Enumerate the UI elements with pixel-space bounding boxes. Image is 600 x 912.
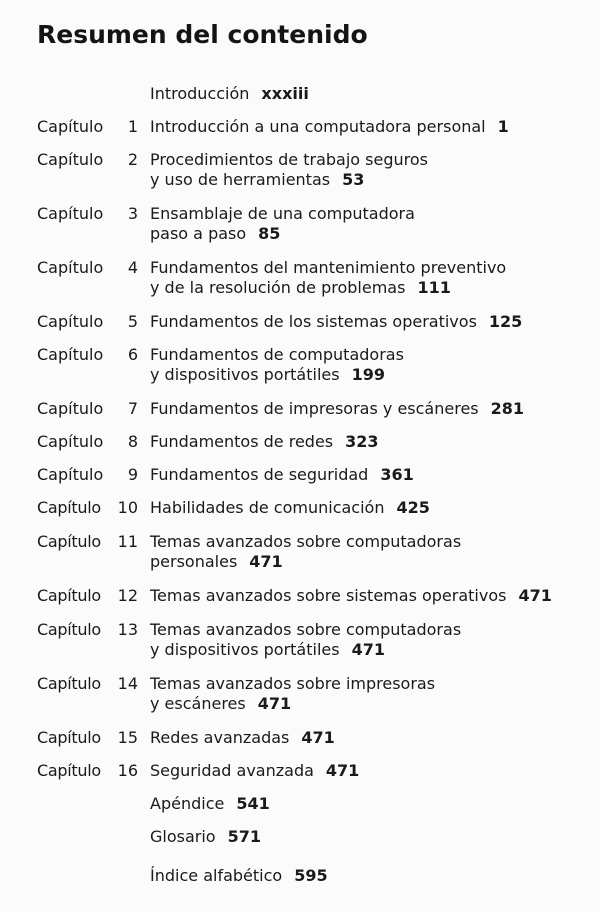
- chapter-number: 10: [117, 498, 138, 517]
- entry-title-text: Introducción a una computadora personal: [150, 117, 486, 136]
- page-number: 281: [490, 399, 525, 418]
- entry-title-text: Redes avanzadas: [150, 728, 290, 747]
- entry-title-text: Introducción: [150, 84, 250, 103]
- chapter-label: Capítulo: [37, 620, 101, 639]
- page-number: 125: [488, 312, 523, 331]
- chapter-label: Capítulo: [37, 465, 104, 484]
- entry-title-line: [150, 866, 598, 886]
- chapter-number: 15: [117, 728, 138, 747]
- entry-title-text: y dispositivos portátiles: [150, 365, 340, 384]
- page-number: 85: [258, 224, 281, 243]
- entry-title-text: Temas avanzados sobre computadoras: [150, 532, 462, 551]
- entry-title-line: [150, 761, 598, 781]
- chapter-number: 1: [127, 117, 138, 136]
- entry-title: [150, 827, 598, 847]
- page-number: 323: [345, 432, 379, 451]
- chapter-label: Capítulo: [37, 150, 104, 169]
- entry-title-line: [150, 728, 598, 748]
- entry-title-text: Seguridad avanzada: [150, 761, 314, 780]
- chapter-label: Capítulo: [37, 532, 101, 551]
- entry-title-line: [150, 640, 598, 660]
- entry-title-text: y uso de herramientas: [150, 170, 331, 189]
- entry-title-line: [150, 794, 598, 814]
- entry-title-line: [150, 586, 598, 606]
- page-number: 471: [325, 761, 360, 780]
- page-number: 111: [417, 278, 451, 297]
- chapter-label: Capítulo: [37, 586, 101, 605]
- chapter-label: Capítulo: [37, 399, 104, 418]
- entry-title-text: Temas avanzados sobre sistemas operativos: [150, 586, 507, 605]
- entry-title-text: Fundamentos de los sistemas operativos: [150, 312, 477, 331]
- entry-title: [150, 465, 598, 485]
- entry-title-line: [150, 498, 598, 518]
- entry-title-text: paso a paso: [150, 224, 247, 243]
- chapter-label: Capítulo: [37, 498, 101, 517]
- chapter-number: 3: [127, 204, 138, 223]
- page-number: 595: [294, 866, 328, 885]
- entry-title: [150, 204, 598, 244]
- entry-title: [150, 794, 598, 814]
- entry-title-line: [150, 399, 598, 419]
- entry-title-text: Fundamentos de computadoras: [150, 345, 404, 364]
- entry-title-line: [150, 694, 598, 714]
- chapter-label: Capítulo: [37, 117, 104, 136]
- entry-title-text: Fundamentos de redes: [150, 432, 334, 451]
- entry-title-text: Ensamblaje de una computadora: [150, 204, 415, 223]
- page-number: 199: [351, 365, 385, 384]
- entry-title-text: personales: [150, 552, 238, 571]
- entry-title-text: Apéndice: [150, 794, 225, 813]
- chapter-number: 12: [117, 586, 138, 605]
- chapter-number: 9: [127, 465, 138, 484]
- page-number: 53: [342, 170, 365, 189]
- entry-title: [150, 432, 598, 452]
- entry-title-line: [150, 674, 598, 694]
- entry-title-text: Temas avanzados sobre computadoras: [150, 620, 462, 639]
- entry-title-line: [150, 365, 598, 385]
- entry-title: [150, 728, 598, 748]
- chapter-number: 5: [127, 312, 138, 331]
- page-number: 471: [249, 552, 283, 571]
- entry-title-line: [150, 827, 598, 847]
- chapter-number: 13: [117, 620, 138, 639]
- entry-title-line: [150, 278, 598, 298]
- entry-title-line: [150, 312, 598, 332]
- page-title: Resumen del contenido: [37, 20, 368, 49]
- entry-title: [150, 312, 598, 332]
- chapter-number: 7: [127, 399, 138, 418]
- entry-title-text: y escáneres: [150, 694, 246, 713]
- page-number: 425: [396, 498, 430, 517]
- page-number: 471: [518, 586, 552, 605]
- chapter-number: 8: [127, 432, 138, 451]
- entry-title: [150, 498, 598, 518]
- entry-title: [150, 258, 598, 298]
- entry-title-line: [150, 432, 598, 452]
- entry-title-line: [150, 170, 598, 190]
- entry-title-text: Fundamentos de seguridad: [150, 465, 369, 484]
- chapter-label: Capítulo: [37, 258, 104, 277]
- entry-title-line: [150, 345, 598, 365]
- page-number: 471: [301, 728, 335, 747]
- page-number: 471: [257, 694, 292, 713]
- entry-title-line: [150, 465, 598, 485]
- entry-title: [150, 532, 598, 572]
- entry-title-text: y dispositivos portátiles: [150, 640, 340, 659]
- chapter-number: 4: [127, 258, 138, 277]
- entry-title-text: y de la resolución de problemas: [150, 278, 406, 297]
- entry-title-line: [150, 224, 598, 244]
- entry-title-text: Habilidades de comunicación: [150, 498, 385, 517]
- chapter-label: Capítulo: [37, 761, 101, 780]
- entry-title: [150, 761, 598, 781]
- entry-title-line: [150, 620, 598, 640]
- entry-title: [150, 150, 598, 190]
- page-number: xxxiii: [261, 84, 309, 103]
- chapter-number: 16: [117, 761, 138, 780]
- chapter-label: Capítulo: [37, 674, 101, 693]
- entry-title-text: Fundamentos del mantenimiento preventivo: [150, 258, 507, 277]
- entry-title-text: Índice alfabético: [150, 866, 283, 885]
- page-number: 541: [236, 794, 270, 813]
- entry-title-line: [150, 204, 598, 224]
- entry-title: [150, 117, 598, 137]
- page-number: 361: [380, 465, 414, 484]
- entry-title: [150, 620, 598, 660]
- chapter-number: 11: [117, 532, 138, 551]
- chapter-label: Capítulo: [37, 204, 104, 223]
- entry-title-text: Fundamentos de impresoras y escáneres: [150, 399, 479, 418]
- chapter-number: 14: [117, 674, 138, 693]
- entry-title: [150, 345, 598, 385]
- chapter-label: Capítulo: [37, 345, 104, 364]
- entry-title: [150, 399, 598, 419]
- chapter-number: 2: [127, 150, 138, 169]
- entry-title-text: Glosario: [150, 827, 216, 846]
- page-number: 1: [497, 117, 509, 136]
- entry-title: [150, 866, 598, 886]
- entry-title-line: [150, 84, 598, 104]
- entry-title-text: Temas avanzados sobre impresoras: [150, 674, 436, 693]
- entry-title-line: [150, 117, 598, 137]
- entry-title-line: [150, 552, 598, 572]
- entry-title-line: [150, 532, 598, 552]
- chapter-label: Capítulo: [37, 432, 104, 451]
- entry-title-line: [150, 258, 598, 278]
- chapter-label: Capítulo: [37, 728, 101, 747]
- entry-title: [150, 586, 598, 606]
- entry-title: [150, 674, 598, 714]
- page-number: 571: [227, 827, 261, 846]
- chapter-number: 6: [127, 345, 138, 364]
- entry-title-text: Procedimientos de trabajo seguros: [150, 150, 428, 169]
- chapter-label: Capítulo: [37, 312, 104, 331]
- page-number: 471: [351, 640, 385, 659]
- entry-title-line: [150, 150, 598, 170]
- entry-title: [150, 84, 598, 104]
